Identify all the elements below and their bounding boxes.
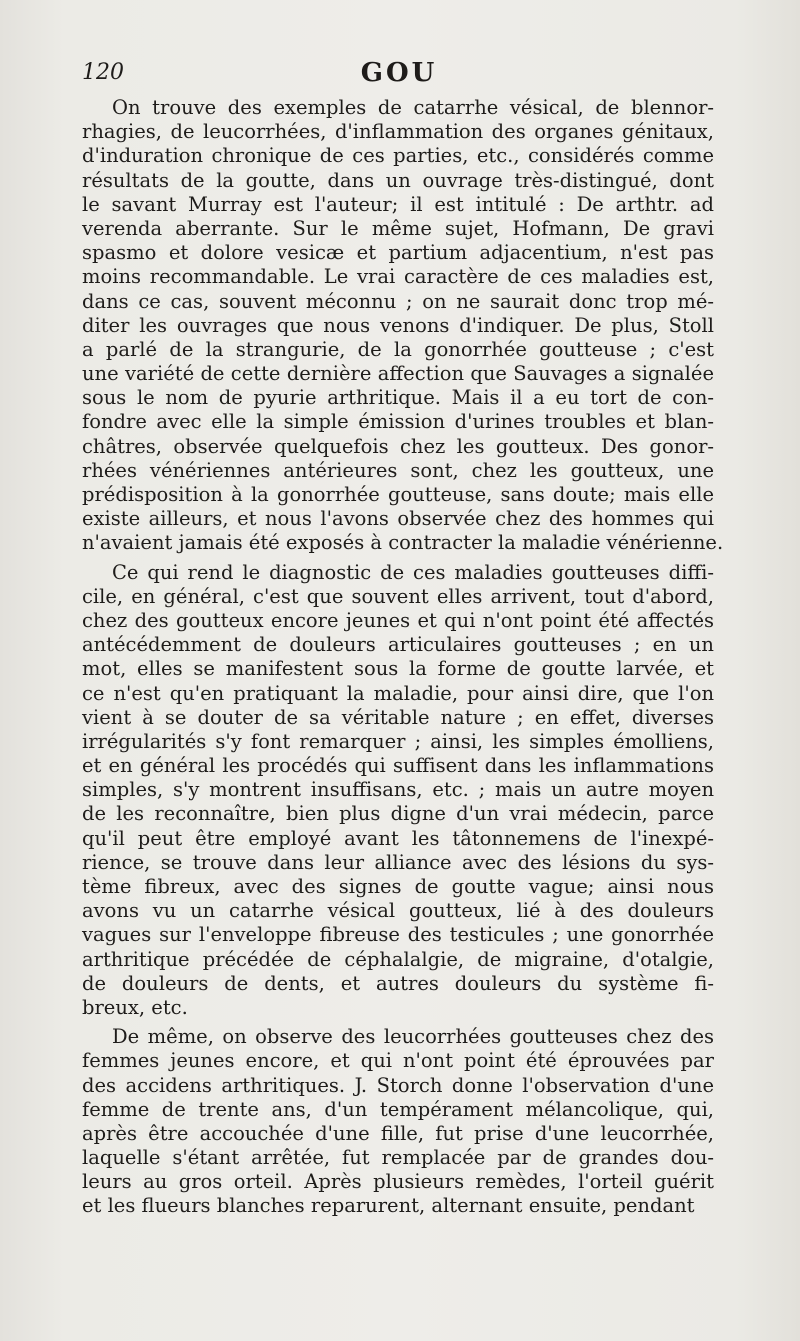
page-header xyxy=(82,58,716,98)
paragraph xyxy=(82,96,724,556)
text-line: prédisposition à la gonorrhée goutteuse, sans doute; mais elle xyxy=(82,483,714,506)
text-line: vagues sur l'enveloppe fibreuse des testicules ; une gonorrhée xyxy=(82,923,714,947)
text-line: des accidens arthritiques. J. Storch donne l'observation d'une xyxy=(82,1073,714,1097)
text-line: et en général les procédés qui suffisent dans les inflammations xyxy=(82,754,714,778)
text-line: femme de trente ans, d'un tempérament mélancolique, qui, xyxy=(82,1097,714,1121)
text-line: dans ce cas, souvent méconnu ; on ne saurait donc trop mé- xyxy=(82,289,714,313)
text-line: sous le nom de pyurie arthritique. Mais il a eu tort de con- xyxy=(82,386,714,410)
text-line: rhagies, de leucorrhées, d'inflammation des organes génitaux, xyxy=(82,120,714,144)
body-text xyxy=(82,96,724,1219)
text-line: irrégularités s'y font remarquer ; ainsi, les simples émolliens, xyxy=(82,729,714,753)
text-line: ce n'est qu'en pratiquant la maladie, pour ainsi dire, que l'on xyxy=(82,681,714,705)
text-line: leurs au gros orteil. Après plusieurs remèdes, l'orteil guérit xyxy=(82,1170,714,1194)
text-line: cile, en général, c'est que souvent elles arrivent, tout d'abord, xyxy=(82,584,714,608)
text-line: rience, se trouve dans leur alliance avec des lésions du sys- xyxy=(82,850,714,874)
text-line: a parlé de la strangurie, de la gonorrhée goutteuse ; c'est xyxy=(82,337,714,361)
text-line: vient à se douter de sa véritable nature ; en effet, diverses xyxy=(82,705,714,729)
text-line: simples, s'y montrent insuffisans, etc. ; mais un autre moyen xyxy=(82,778,714,802)
text-line: de douleurs de dents, et autres douleurs du système fi- xyxy=(82,971,714,995)
text-line: n'avaient jamais été exposés à contracter la maladie vénérienne. xyxy=(82,531,724,555)
text-line: fondre avec elle la simple émission d'urines troubles et blan- xyxy=(82,410,714,434)
text-line: châtres, observée quelquefois chez les goutteux. Des gonor- xyxy=(82,434,714,458)
text-line: chez des goutteux encore jeunes et qui n'ont point été affectés xyxy=(82,608,714,632)
text-line: arthritique précédée de céphalalgie, de migraine, d'otalgie, xyxy=(82,947,714,971)
text-line: résultats de la goutte, dans un ouvrage très-distingué, dont xyxy=(82,168,714,192)
text-line: diter les ouvrages que nous venons d'indiquer. De plus, Stoll xyxy=(82,313,714,337)
text-line: spasmo et dolore vesicæ et partium adjacentium, n'est pas xyxy=(82,241,714,265)
text-line: antécédemment de douleurs articulaires goutteuses ; en un xyxy=(82,633,714,657)
text-line: tème fibreux, avec des signes de goutte vague; ainsi nous xyxy=(82,875,714,898)
text-line: une variété de cette dernière affection que Sauvages a signalée xyxy=(82,362,714,386)
text-line: d'induration chronique de ces parties, etc., considérés comme xyxy=(82,144,714,168)
text-line: verenda aberrante. Sur le même sujet, Hofmann, De gravi xyxy=(82,216,714,240)
text-line: existe ailleurs, et nous l'avons observée chez des hommes qui xyxy=(82,507,714,531)
text-line: qu'il peut être employé avant les tâtonnemens de l'inexpé- xyxy=(82,826,714,850)
text-line: breux, etc. xyxy=(82,995,188,1019)
running-head: GOU xyxy=(360,58,438,88)
paragraph xyxy=(82,1025,714,1219)
text-line: après être accouchée d'une fille, fut prise d'une leucorrhée, xyxy=(82,1121,714,1145)
text-line: On trouve des exemples de catarrhe vésical, de blennor- xyxy=(112,96,714,119)
text-line: le savant Murray est l'auteur; il est intitulé : De arthtr. ad xyxy=(82,192,714,216)
text-line: avons vu un catarrhe vésical goutteux, lié à des douleurs xyxy=(82,899,714,923)
text-line: Ce qui rend le diagnostic de ces maladies goutteuses diffi- xyxy=(112,560,714,584)
page-number: 120 xyxy=(82,60,124,85)
text-line: et les flueurs blanches reparurent, alternant ensuite, pendant xyxy=(82,1194,695,1218)
text-line: moins recommandable. Le vrai caractère de ces maladies est, xyxy=(82,265,714,289)
text-line: de les reconnaître, bien plus digne d'un vrai médecin, parce xyxy=(82,802,714,826)
paragraph xyxy=(82,561,714,1021)
text-line: mot, elles se manifestent sous la forme de goutte larvée, et xyxy=(82,657,714,681)
text-line: laquelle s'étant arrêtée, fut remplacée par de grandes dou- xyxy=(82,1146,714,1170)
text-line: De même, on observe des leucorrhées goutteuses chez des xyxy=(112,1025,714,1049)
text-line: femmes jeunes encore, et qui n'ont point été éprouvées par xyxy=(82,1049,714,1073)
text-line: rhées vénériennes antérieures sont, chez les goutteux, une xyxy=(82,458,714,482)
